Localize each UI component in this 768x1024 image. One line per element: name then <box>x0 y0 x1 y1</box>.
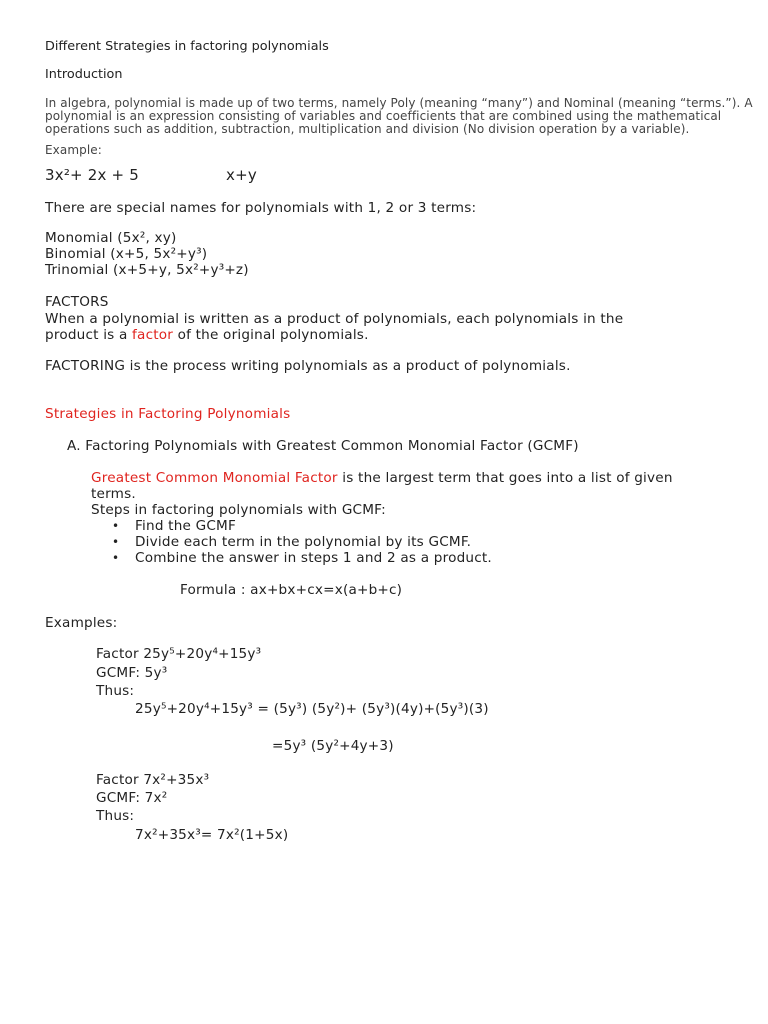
section-a-heading: A. Factoring Polynomials with Greatest Common Monomial Factor (GCMF) <box>67 438 579 454</box>
example-1-step-1: 25y⁵+20y⁴+15y³ = (5y³) (5y²)+ (5y³)(4y)+(5y³)(3) <box>135 701 489 717</box>
example-2-factor: Factor 7x²+35x³ <box>96 772 210 788</box>
bullet-1: • <box>112 519 120 533</box>
factors-heading: FACTORS <box>45 294 109 310</box>
example-1-factor: Factor 25y⁵+20y⁴+15y³ <box>96 646 262 662</box>
example-2-step-1: 7x²+35x³= 7x²(1+5x) <box>135 827 289 843</box>
example-1-gcmf: GCMF: 5y³ <box>96 665 168 681</box>
gcmf-definition <box>91 470 673 486</box>
factors-line-2-pre: product is a <box>45 327 133 343</box>
example-label: Example: <box>45 143 102 157</box>
strategies-heading: Strategies in Factoring Polynomials <box>45 406 291 422</box>
examples-heading: Examples: <box>45 615 118 631</box>
gcmf-definition-line-2: terms. <box>91 486 136 502</box>
bullet-2: • <box>112 535 120 549</box>
gcmf-term: Greatest Common Monomial Factor <box>91 470 338 486</box>
trinomial-line: Trinomial (x+5+y, 5x²+y³+z) <box>45 262 249 278</box>
factors-line-2 <box>45 327 369 343</box>
doc-title: Different Strategies in factoring polynomials <box>45 39 329 54</box>
example-expression-1: 3x²+ 2x + 5 <box>45 166 140 184</box>
monomial-line: Monomial (5x², xy) <box>45 230 177 246</box>
factoring-definition: FACTORING is the process writing polynomials as a product of polynomials. <box>45 358 571 374</box>
factors-line-2-post: of the original polynomials. <box>173 327 369 343</box>
formula-line: Formula : ax+bx+cx=x(a+b+c) <box>180 582 403 598</box>
binomial-line: Binomial (x+5, 5x²+y³) <box>45 246 208 262</box>
intro-line-2: polynomial is an expression consisting of variables and coefficients that are combined using the mathematical <box>45 109 722 123</box>
steps-intro: Steps in factoring polynomials with GCMF: <box>91 502 386 518</box>
gcmf-definition-rest: is the largest term that goes into a list of given <box>337 470 673 486</box>
step-1: Find the GCMF <box>135 518 236 534</box>
example-2-thus: Thus: <box>96 808 135 824</box>
bullet-3: • <box>112 551 120 565</box>
step-2: Divide each term in the polynomial by its GCMF. <box>135 534 472 550</box>
factors-line-1: When a polynomial is written as a product of polynomials, each polynomials in the <box>45 311 624 327</box>
intro-heading: Introduction <box>45 67 123 82</box>
example-1-thus: Thus: <box>96 683 135 699</box>
factor-keyword: factor <box>132 327 174 343</box>
step-3: Combine the answer in steps 1 and 2 as a product. <box>135 550 492 566</box>
special-names-text: There are special names for polynomials with 1, 2 or 3 terms: <box>45 200 477 216</box>
example-1-step-2: =5y³ (5y²+4y+3) <box>272 738 394 754</box>
intro-line-1: In algebra, polynomial is made up of two terms, namely Poly (meaning “many”) and Nominal (meaning “terms.”). A <box>45 96 753 110</box>
intro-line-3: operations such as addition, subtraction, multiplication and division (No division operation by a variable). <box>45 122 690 136</box>
example-expression-2: x+y <box>226 166 257 184</box>
example-2-gcmf: GCMF: 7x² <box>96 790 168 806</box>
